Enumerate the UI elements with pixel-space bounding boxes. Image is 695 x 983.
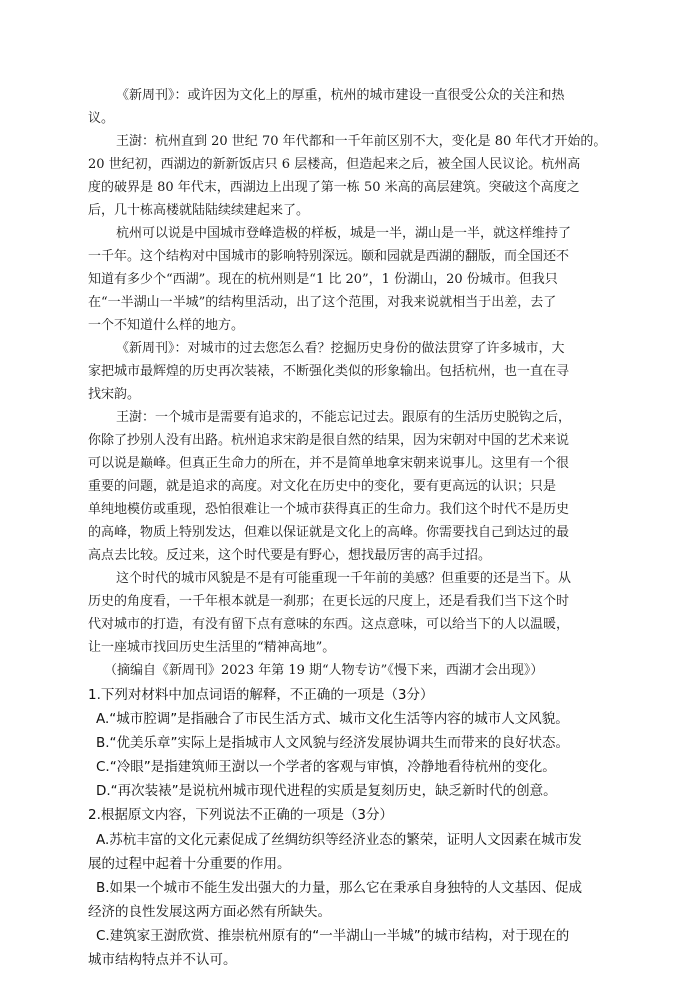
article-line: 一千年。这个结构对中国城市的影响特别深远。颐和园就是西湖的翻版，而全国还不	[88, 249, 570, 264]
article-line: 家把城市最辉煌的历史再次装裱，不断强化类似的形象输出。包括杭州，也一直在寻	[88, 364, 570, 379]
article-line: 这个时代的城市风貌是不是有可能重现一千年前的美感？但重要的还是当下。从	[116, 571, 572, 586]
article-line: 重要的问题，就是追求的高度。对文化在历史中的变化，要有更高远的认识；只是	[88, 479, 557, 494]
article-line: 王澍：一个城市是需要有追求的，不能忘记过去。跟原有的生活历史脱钩之后，	[116, 410, 572, 425]
source-citation: （摘编自《新周刊》2023 年第 19 期“人物专访”《慢下来，西湖才会出现》）	[104, 663, 544, 678]
article-line: 一个不知道什么样的地方。	[88, 318, 245, 333]
article-line: 《新周刊》：对城市的过去您怎么看？挖掘历史身份的做法贯穿了许多城市，大	[116, 341, 565, 356]
article-line: 的高峰，物质上特别发达，但难以保证就是文化上的高峰。你需要找自己到达过的最	[88, 525, 570, 540]
question-2-option-c-cont: 城市结构特点并不认可。	[88, 952, 237, 968]
question-2-stem: 2.根据原文内容，下列说法不正确的一项是（3分）	[88, 807, 393, 823]
question-1-option-d: D.“再次装裱”是说杭州城市现代进程的实质是复刻历史，缺乏新时代的创意。	[96, 783, 557, 799]
question-2-option-c: C.建筑家王澍欣赏、推崇杭州原有的“一半湖山一半城”的城市结构，对于现在的	[96, 928, 570, 944]
article-line: 让一座城市找回历史生活里的“精神高地”。	[88, 640, 336, 655]
article-line: 议。	[88, 111, 115, 126]
article-line: 王澍：杭州直到 20 世纪 70 年代都和一千年前区别不大，变化是 80 年代才开始的。	[116, 134, 607, 149]
question-2-option-a: A.苏杭丰富的文化元素促成了丝绸纺织等经济业态的繁荣，证明人文因素在城市发	[96, 832, 582, 848]
article-line: 历史的角度看，一千年根本就是一刹那；在更长远的尺度上，还是看我们当下这个时	[88, 594, 570, 609]
article-line: 度的破界是 80 年代末，西湖边上出现了第一栋 50 米高的高层建筑。突破这个高度之	[88, 180, 580, 195]
article-line: 找宋韵。	[88, 387, 141, 402]
article-line: 在“一半湖山一半城”的结构里活动，出了这个范围，对我来说就相当于出差，去了	[88, 295, 557, 310]
article-line: 单纯地模仿或重现，恐怕很难让一个城市获得真正的生命力。我们这个时代不是历史	[88, 502, 570, 517]
article-line: 杭州可以说是中国城市登峰造极的样板，城是一半，湖山是一半，就这样维持了	[116, 226, 572, 241]
question-2-option-b-cont: 经济的良性发展这两方面必然有所缺失。	[88, 904, 331, 920]
article-line: 《新周刊》：或许因为文化上的厚重，杭州的城市建设一直很受公众的关注和热	[116, 88, 565, 103]
question-1-stem: 1.下列对材料中加点词语的解释，不正确的一项是（3分）	[88, 687, 434, 703]
article-line: 20 世纪初，西湖边的新新饭店只 6 层楼高，但造起来之后，被全国人民议论。杭州高	[88, 157, 581, 172]
question-1-option-a: A.“城市腔调”是指融合了市民生活方式、城市文化生活等内容的城市人文风貌。	[96, 711, 569, 727]
article-line: 可以说是巅峰。但真正生命力的所在，并不是简单地拿宋朝来说事儿。这里有一个很	[88, 456, 570, 471]
question-2-option-b: B.如果一个城市不能生发出强大的力量，那么它在秉承自身独特的人文基因、促成	[96, 880, 583, 896]
article-line: 代对城市的打造，有没有留下点有意味的东西。这点意味，可以给当下的人以温暖，	[88, 617, 570, 632]
article-line: 高点去比较。反过来，这个时代要是有野心，想找最厉害的高手过招。	[88, 548, 492, 563]
question-1-option-c: C.“冷眼”是指建筑师王澍以一个学者的客观与审慎，冷静地看待杭州的变化。	[96, 759, 556, 775]
article-line: 后，几十栋高楼就陆陆续续建起来了。	[88, 203, 310, 218]
question-1-option-b: B.“优美乐章”实际上是指城市人文风貌与经济发展协调共生而带来的良好状态。	[96, 735, 570, 751]
article-line: 知道有多少个“西湖”。现在的杭州则是“1 比 20”，1 份湖山，20 份城市。但我只	[88, 272, 558, 287]
article-line: 你除了抄别人没有出路。杭州追求宋韵是很自然的结果，因为宋朝对中国的艺术来说	[88, 433, 570, 448]
question-2-option-a-cont: 展的过程中起着十分重要的作用。	[88, 856, 291, 872]
